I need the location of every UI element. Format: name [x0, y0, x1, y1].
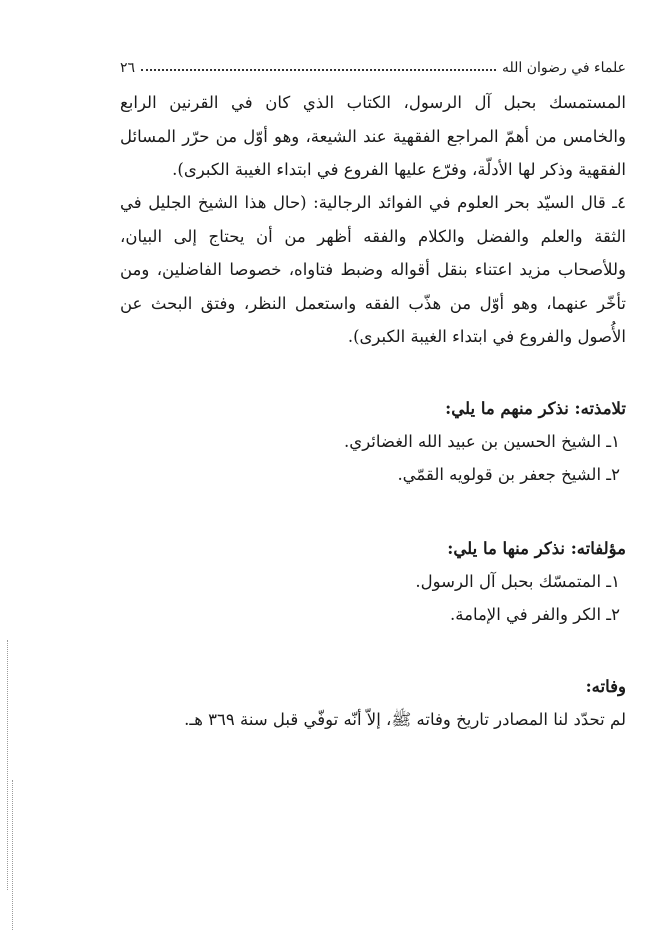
quote-paragraph: ٤ـ قال السيّد بحر العلوم في الفوائد الرجالية: (حال هذا الشيخ الجليل في الثقة والعلم والفضل والكلام والفقه أظهر من أن يحتاج إلى البيان، وللأصحاب مزيد اعتناء بنقل أقواله وضبط فتاواه، خصوصا الفاضلين، ومن تأخّر عنهما، وهو أوّل من هذّب الفقه واستعمل النظر، وفتق البحث عن الأُصول والفروع في ابتداء الغيبة الكبرى).: [120, 193, 626, 347]
scan-edge-mark: [7, 640, 9, 890]
page-number: ٢٦: [120, 60, 136, 76]
page-header: [120, 52, 626, 76]
list-item: ٢ـ الكر والفر في الإمامة.: [450, 605, 620, 624]
students-heading: تلامذته: نذكر منهم ما يلي:: [445, 399, 626, 418]
list-item: ١ـ المتمسّك بحبل آل الرسول.: [415, 572, 620, 591]
death-section: [184, 670, 626, 736]
works-section: [415, 532, 626, 631]
running-title: علماء في رضوان الله: [502, 60, 626, 76]
list-item: ١ـ الشيخ الحسين بن عبيد الله الغضائري.: [344, 432, 620, 451]
dotted-leader: [141, 68, 496, 71]
students-section: [344, 392, 626, 491]
intro-paragraph: المستمسك بحبل آل الرسول، الكتاب الذي كان في القرنين الرابع والخامس من أهمّ المراجع الفقهية عند الشيعة، وهو أوّل من حرّر المسائل الفقهية وذكر لها الأدلّة، وفرّع عليها الفروع في ابتداء الغيبة الكبرى).: [120, 93, 626, 180]
death-heading: وفاته:: [585, 677, 626, 696]
scan-edge-mark: [12, 780, 14, 930]
death-text: لم تحدّد لنا المصادر تاريخ وفاته ﷺ، إلاّ أنّه توفّي قبل سنة ٣٦٩ هـ.: [184, 710, 626, 729]
list-item: ٢ـ الشيخ جعفر بن قولويه القمّي.: [397, 465, 620, 484]
works-heading: مؤلفاته: نذكر منها ما يلي:: [447, 539, 626, 558]
